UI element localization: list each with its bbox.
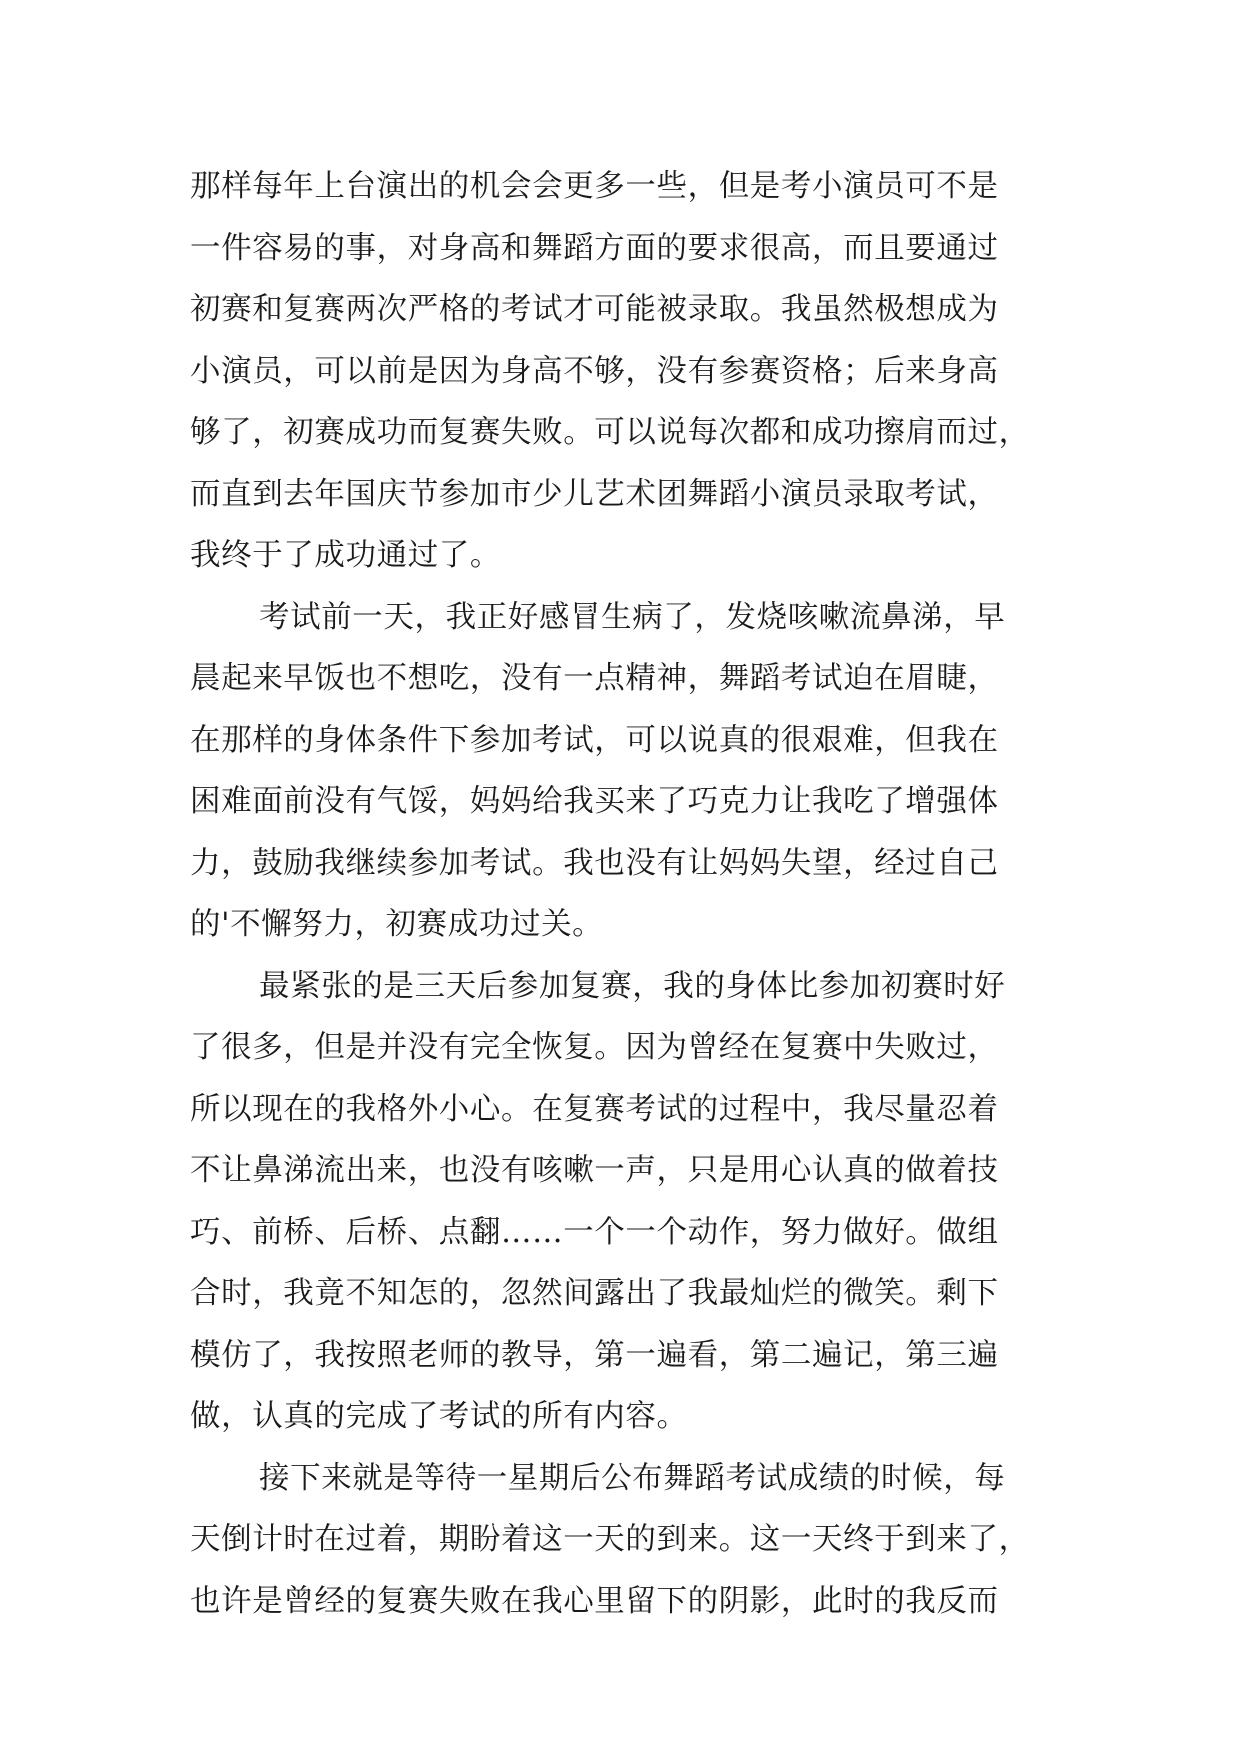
text-line-11: 困难面前没有气馁，妈妈给我买来了巧克力让我吃了增强体 (190, 784, 999, 819)
text-line-23: 天倒计时在过着，期盼着这一天的到来。这一天终于到来了， (190, 1522, 1030, 1557)
text-line-10: 在那样的身体条件下参加考试，可以说真的很艰难，但我在 (190, 722, 999, 758)
text-line-20: 模仿了，我按照老师的教导，第一遍看，第二遍记，第三遍 (190, 1337, 999, 1373)
text-line-13: 的'不懈努力，初赛成功过关。 (190, 907, 604, 942)
paragraph-start-line: 接下来就是等待一星期后公布舞蹈考试成绩的时候，每 (259, 1460, 1006, 1496)
text-line-15: 了很多，但是并没有完全恢复。因为曾经在复赛中失败过， (190, 1030, 999, 1065)
text-line-3: 初赛和复赛两次严格的考试才可能被录取。我虽然极想成为 (190, 292, 999, 327)
text-line-5: 够了，初赛成功而复赛失败。可以说每次都和成功擦肩而过， (190, 415, 1030, 450)
text-line-21: 做，认真的完成了考试的所有内容。 (190, 1399, 688, 1434)
text-line-7: 我终于了成功通过了。 (190, 538, 501, 573)
paragraph-start-line: 最紧张的是三天后参加复赛，我的身体比参加初赛时好 (259, 968, 1006, 1004)
text-line-17: 不让鼻涕流出来，也没有咳嗽一声，只是用心认真的做着技 (190, 1153, 999, 1188)
text-line-18: 巧、前桥、后桥、点翻……一个一个动作，努力做好。做组 (190, 1214, 999, 1250)
text-line-2: 一件容易的事，对身高和舞蹈方面的要求很高，而且要通过 (190, 230, 999, 266)
text-line-6: 而直到去年国庆节参加市少儿艺术团舞蹈小演员录取考试， (190, 476, 999, 512)
text-line-1: 那样每年上台演出的机会会更多一些，但是考小演员可不是 (190, 169, 999, 204)
text-line-4: 小演员，可以前是因为身高不够，没有参赛资格；后来身高 (190, 353, 999, 389)
text-line-9: 晨起来早饭也不想吃，没有一点精神，舞蹈考试迫在眉睫， (190, 661, 999, 696)
text-line-24: 也许是曾经的复赛失败在我心里留下的阴影，此时的我反而 (190, 1583, 999, 1619)
document-body (190, 156, 1052, 1632)
text-line-19: 合时，我竟不知怎的，忽然间露出了我最灿烂的微笑。剩下 (190, 1276, 999, 1311)
text-line-16: 所以现在的我格外小心。在复赛考试的过程中，我尽量忍着 (190, 1091, 999, 1127)
text-line-12: 力，鼓励我继续参加考试。我也没有让妈妈失望，经过自己 (190, 845, 999, 881)
paragraph-start-line: 考试前一天，我正好感冒生病了，发烧咳嗽流鼻涕，早 (259, 599, 1006, 635)
